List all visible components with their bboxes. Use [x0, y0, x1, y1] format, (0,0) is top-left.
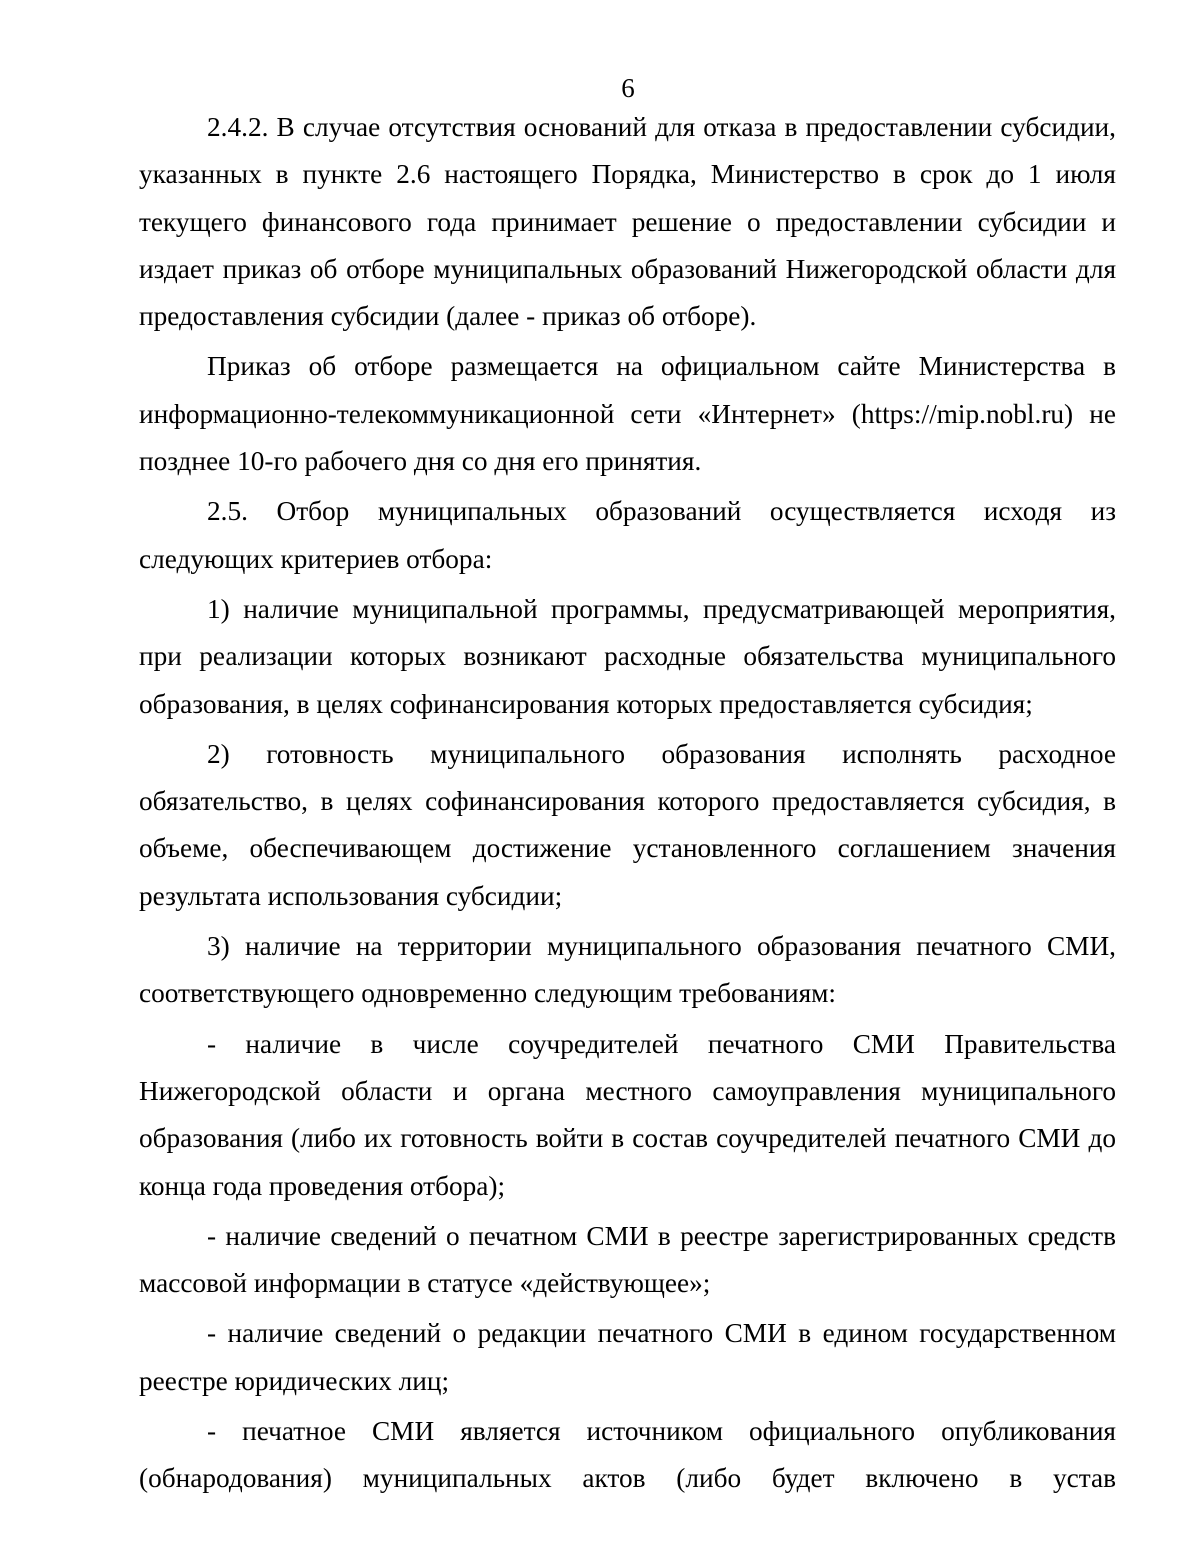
page-number: 6	[621, 73, 635, 103]
paragraph-order-publication: Приказ об отборе размещается на официальном сайте Министерства в информационно-телекоммуникационной сети «Интернет» (https://mip.nobl.ru) не позднее 10-го рабочего дня со дня его принятия.	[139, 351, 1116, 477]
criterion-2: 2) готовность муниципального образования исполнять расходное обязательство, в целях софинансирования которого предоставляется субсидия, в объеме, обеспечивающем достижение установленного соглашением значения результата использования субсидии;	[139, 738, 1116, 911]
requirement-registry: - наличие сведений о печатном СМИ в реестре зарегистрированных средств массовой информации в статусе «действующее»;	[139, 1220, 1116, 1299]
paragraph-2-4-2: 2.4.2. В случае отсутствия оснований для отказа в предоставлении субсидии, указанных в пункте 2.6 настоящего Порядка, Министерство в срок до 1 июля текущего финансового года принимает решение о предоставлении субсидии и издает приказ об отборе муниципальных образований Нижегородской области для предоставления субсидии (далее - приказ об отборе).	[139, 112, 1116, 332]
requirement-official-publication: - печатное СМИ является источником официального опубликования (обнародования) муниципальных актов (либо будет включено в устав	[139, 1416, 1116, 1494]
requirement-cofounders: - наличие в числе соучредителей печатного СМИ Правительства Нижегородской области и органа местного самоуправления муниципального образования (либо их готовность войти в состав соучредителей печатного СМИ до конца года проведения отбора);	[139, 1028, 1116, 1201]
criterion-1: 1) наличие муниципальной программы, предусматривающей мероприятия, при реализации которых возникают расходные обязательства муниципального образования, в целях софинансирования которых предоставляется субсидия;	[139, 593, 1116, 719]
paragraph-2-5: 2.5. Отбор муниципальных образований осуществляется исходя из следующих критериев отбора:	[139, 496, 1116, 574]
requirement-legal-entities: - наличие сведений о редакции печатного СМИ в едином государственном реестре юридических лиц;	[139, 1318, 1116, 1396]
document-body	[139, 104, 1116, 1506]
criterion-3: 3) наличие на территории муниципального образования печатного СМИ, соответствующего одновременно следующим требованиям:	[139, 931, 1116, 1009]
